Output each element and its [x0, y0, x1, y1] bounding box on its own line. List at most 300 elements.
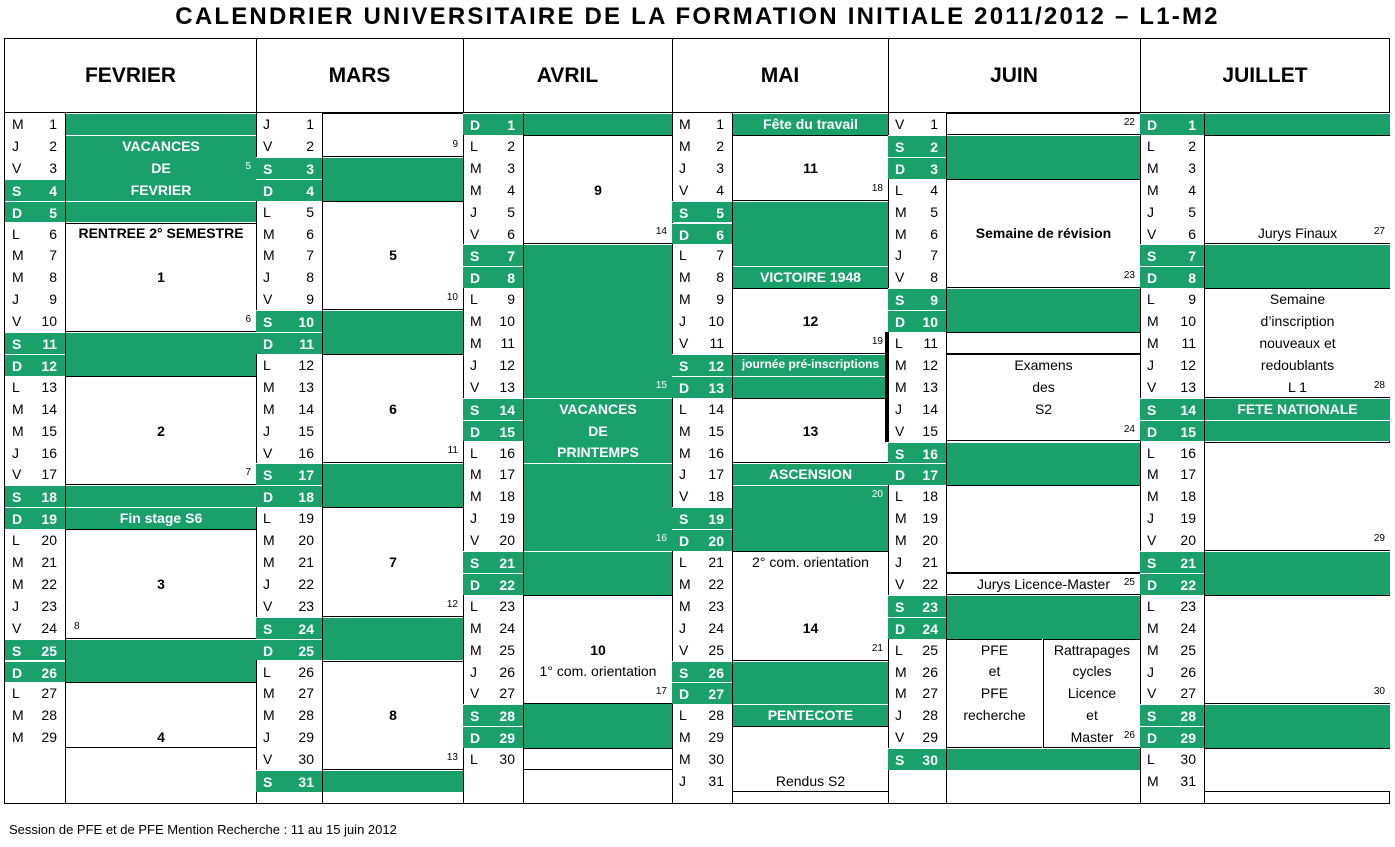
weekday-letter: L [895, 181, 903, 198]
weekday-letter: M [12, 400, 24, 417]
week-number: 28 [1373, 379, 1385, 391]
day-number: 2 [49, 137, 57, 154]
info-block [323, 201, 463, 311]
weekday-letter: L [470, 444, 478, 461]
day-number: 11 [709, 335, 724, 351]
day-row [672, 179, 732, 201]
day-number: 10 [298, 314, 314, 331]
day-number: 23 [298, 597, 314, 614]
day-number: 14 [298, 400, 314, 417]
weekday-letter: M [263, 532, 275, 549]
weekday-letter: D [895, 467, 906, 484]
weekday-letter: J [470, 203, 477, 220]
weekday-letter: D [895, 620, 906, 637]
weekday-letter: S [895, 138, 905, 155]
day-row [5, 726, 65, 748]
day-number: 13 [922, 378, 938, 395]
day-number: 23 [499, 597, 515, 614]
weekday-letter: L [679, 707, 687, 724]
day-number: 12 [708, 357, 724, 374]
day-row [463, 661, 523, 683]
info-text: 7 [389, 553, 397, 570]
day-number: 25 [1180, 641, 1196, 658]
day-number: 2 [306, 137, 314, 154]
weekday-letter: V [263, 291, 273, 308]
weekday-letter: D [263, 489, 274, 506]
day-row [672, 354, 732, 376]
day-number: 29 [1180, 730, 1196, 747]
info-block [323, 310, 463, 354]
day-row [463, 726, 523, 748]
day-number: 21 [298, 554, 314, 570]
day-row [1140, 595, 1204, 617]
day-number: 10 [499, 313, 515, 330]
info-text: 2 [157, 422, 165, 439]
day-row [463, 398, 523, 420]
weekday-letter: M [12, 575, 24, 592]
weekday-letter: J [263, 269, 270, 286]
day-row [888, 288, 946, 310]
weekday-letter: M [895, 378, 907, 395]
info-text: et [988, 663, 1001, 680]
weekday-letter: M [679, 116, 691, 132]
weekday-letter: V [470, 685, 480, 702]
weekday-letter: S [679, 204, 689, 221]
day-number: 25 [708, 641, 724, 658]
weekday-letter: M [470, 335, 482, 351]
weekday-letter: M [1147, 641, 1159, 658]
day-number: 26 [41, 664, 57, 681]
day-row [1140, 507, 1204, 529]
weekday-letter: D [1147, 730, 1158, 747]
day-number: 29 [499, 730, 515, 747]
weekday-letter: S [12, 489, 22, 506]
weekday-letter: M [263, 685, 275, 702]
day-number: 17 [708, 466, 724, 483]
weekday-letter: M [12, 116, 24, 132]
weekday-letter: L [12, 225, 20, 242]
info-text: DE [588, 422, 608, 439]
day-row [672, 135, 732, 157]
weekday-letter: M [895, 203, 907, 220]
day-number: 23 [922, 598, 938, 615]
day-number: 28 [708, 707, 724, 724]
day-number: 29 [41, 729, 57, 746]
day-row [256, 420, 322, 442]
day-number: 15 [708, 422, 724, 439]
day-number: 8 [507, 270, 515, 287]
day-row [5, 332, 65, 354]
weekday-letter: V [12, 466, 22, 483]
day-number: 13 [499, 378, 515, 395]
day-number: 27 [41, 685, 57, 702]
day-row [1140, 726, 1204, 748]
weekday-letter: J [895, 707, 902, 724]
weekday-letter: D [470, 576, 481, 593]
info-block [947, 135, 1140, 179]
day-number: 27 [499, 685, 515, 702]
info-text: nouveaux et [1259, 334, 1336, 351]
day-number: 7 [930, 247, 938, 264]
day-row [5, 551, 65, 573]
day-number: 17 [1180, 466, 1196, 483]
weekday-letter: V [12, 159, 22, 176]
weekday-letter: M [470, 619, 482, 636]
day-number: 26 [708, 664, 724, 681]
day-number: 14 [499, 401, 515, 418]
info-block [947, 354, 1140, 442]
weekday-letter: L [470, 137, 478, 154]
day-row [5, 354, 65, 376]
day-number: 15 [499, 423, 515, 440]
weekday-letter: V [1147, 225, 1157, 242]
month-column-juillet [1140, 39, 1390, 804]
day-number: 8 [306, 269, 314, 286]
day-row [256, 463, 322, 485]
day-row [888, 157, 946, 179]
day-number: 20 [298, 532, 314, 549]
day-number: 11 [42, 336, 57, 352]
day-number: 13 [41, 378, 57, 395]
day-row [888, 748, 946, 770]
day-number: 12 [922, 356, 938, 373]
info-text: Rattrapages [1053, 641, 1131, 658]
info-block [947, 595, 1140, 639]
day-number: 1 [1188, 117, 1196, 133]
weekday-letter: M [895, 532, 907, 549]
weekday-letter: L [679, 400, 687, 417]
info-block [66, 682, 256, 748]
info-block [1205, 595, 1390, 705]
day-row [1140, 485, 1204, 507]
day-row [672, 704, 732, 726]
info-block [66, 113, 256, 135]
day-number: 22 [298, 575, 314, 592]
day-number: 26 [922, 663, 938, 680]
day-number: 29 [708, 729, 724, 746]
weekday-letter: L [1147, 291, 1155, 308]
weekday-letter: V [470, 225, 480, 242]
weekday-letter: M [679, 729, 691, 746]
weekday-letter: D [12, 357, 23, 374]
info-block [1043, 639, 1140, 749]
day-number: 25 [41, 642, 57, 659]
weekday-letter: M [470, 488, 482, 505]
day-number: 10 [708, 313, 724, 330]
day-number: 2 [507, 137, 515, 154]
day-row [1140, 551, 1204, 573]
info-text: Semaine de révision [975, 225, 1112, 242]
day-row [5, 595, 65, 617]
info-text: Jurys Finaux [1257, 225, 1338, 242]
day-number: 14 [1180, 401, 1196, 418]
weekday-letter: S [895, 445, 905, 462]
info-block [524, 463, 672, 551]
week-number: 26 [1123, 730, 1135, 742]
day-number: 28 [922, 707, 938, 724]
day-number: 2 [716, 137, 724, 154]
day-number: 8 [49, 269, 57, 286]
info-text: 12 [802, 313, 819, 330]
day-number: 19 [1180, 510, 1196, 527]
info-block [1205, 288, 1390, 398]
weekday-letter: D [12, 511, 23, 528]
weekday-letter: M [263, 707, 275, 724]
weekday-letter: M [1147, 773, 1159, 789]
weekday-letter: V [679, 641, 689, 658]
weekday-letter: M [12, 247, 24, 264]
day-number: 19 [708, 511, 724, 528]
weekday-letter: S [1147, 401, 1157, 418]
day-row [463, 463, 523, 485]
day-row [463, 244, 523, 266]
week-number: 19 [871, 335, 883, 347]
weekday-letter: D [1147, 270, 1158, 287]
info-block [733, 485, 888, 551]
day-number: 9 [716, 291, 724, 308]
day-number: 1 [716, 116, 724, 132]
info-block [733, 551, 888, 661]
day-row [888, 244, 946, 266]
day-row [1140, 157, 1204, 179]
day-row [672, 639, 732, 661]
weekday-letter: S [895, 292, 905, 309]
weekday-letter: L [263, 203, 271, 220]
day-number: 11 [1181, 335, 1196, 351]
day-row [5, 398, 65, 420]
day-row [256, 748, 322, 770]
weekday-letter: S [12, 182, 22, 199]
day-row [672, 682, 732, 704]
week-number: 11 [447, 445, 458, 457]
weekday-letter: V [470, 532, 480, 549]
weekday-letter: M [679, 751, 691, 768]
weekday-letter: J [263, 422, 270, 439]
info-block [733, 376, 888, 398]
day-number: 24 [298, 620, 314, 637]
info-block [66, 485, 256, 507]
day-row [5, 573, 65, 595]
day-row [888, 223, 946, 245]
weekday-letter: S [263, 467, 273, 484]
day-row [463, 442, 523, 464]
weekday-letter: V [679, 335, 689, 351]
day-number: 20 [41, 532, 57, 549]
day-row [672, 376, 732, 398]
weekday-letter: D [263, 642, 274, 659]
day-number: 25 [298, 642, 314, 659]
weekday-letter: S [895, 752, 905, 769]
day-row [256, 529, 322, 551]
day-row [256, 661, 322, 683]
day-number: 16 [41, 444, 57, 461]
weekday-letter: J [895, 247, 902, 264]
day-row [888, 332, 946, 354]
day-number: 17 [922, 467, 938, 484]
day-number: 20 [499, 532, 515, 549]
weekday-letter: S [12, 642, 22, 659]
day-row [463, 288, 523, 310]
info-text: 11 [803, 159, 818, 176]
info-block [733, 113, 888, 135]
weekday-letter: D [895, 314, 906, 331]
weekday-letter: M [12, 269, 24, 286]
day-number: 15 [1180, 423, 1196, 440]
month-header: JUILLET [1140, 39, 1390, 113]
day-number: 16 [708, 444, 724, 461]
info-text: recherche [963, 707, 1026, 724]
day-row [5, 529, 65, 551]
weekday-letter: D [679, 226, 690, 243]
weekday-letter: M [895, 356, 907, 373]
day-row [1140, 420, 1204, 442]
day-number: 23 [1180, 597, 1196, 614]
weekday-letter: V [895, 116, 905, 132]
weekday-letter: L [470, 597, 478, 614]
weekday-letter: D [12, 204, 23, 221]
day-row [1140, 376, 1204, 398]
day-row [1140, 442, 1204, 464]
day-number: 3 [49, 159, 57, 176]
weekday-letter: M [12, 729, 24, 746]
info-text: 1 [157, 269, 165, 286]
day-row [1140, 639, 1204, 661]
day-row [888, 310, 946, 332]
info-block [947, 485, 1140, 573]
day-row [5, 310, 65, 332]
day-number: 15 [922, 422, 938, 439]
day-number: 28 [41, 707, 57, 724]
day-row [1140, 310, 1204, 332]
day-row [463, 354, 523, 376]
day-row [463, 332, 523, 354]
info-text: ASCENSION [768, 466, 853, 483]
week-number: 25 [1123, 576, 1135, 588]
day-number: 20 [1180, 532, 1196, 549]
day-number: 7 [507, 248, 515, 265]
day-number: 23 [708, 597, 724, 614]
info-text: PENTECOTE [767, 707, 854, 724]
weekday-letter: V [679, 181, 689, 198]
weekday-letter: D [470, 730, 481, 747]
weekday-letter: V [263, 597, 273, 614]
day-number: 14 [922, 400, 938, 417]
day-number: 5 [716, 204, 724, 221]
day-number: 24 [499, 619, 515, 636]
day-number: 20 [922, 532, 938, 549]
day-row [888, 661, 946, 683]
weekday-letter: V [895, 269, 905, 286]
day-row [256, 179, 322, 201]
day-row [1140, 332, 1204, 354]
day-row [888, 179, 946, 201]
day-row [672, 223, 732, 245]
info-text: PFE [980, 641, 1009, 658]
weekday-letter: J [470, 663, 477, 680]
weekday-letter: M [1147, 159, 1159, 176]
info-block [524, 135, 672, 245]
calendar-grid [4, 38, 1390, 804]
info-block [323, 354, 463, 464]
day-row [888, 201, 946, 223]
day-number: 18 [708, 488, 724, 505]
weekday-letter: L [263, 356, 271, 373]
day-row [888, 354, 946, 376]
day-row [888, 639, 946, 661]
weekday-letter: M [263, 554, 275, 570]
day-number: 21 [41, 554, 57, 570]
month-header: FEVRIER [5, 39, 256, 113]
weekday-letter: J [1147, 203, 1154, 220]
day-row [463, 551, 523, 573]
info-text: RENTREE 2° SEMESTRE [78, 225, 244, 242]
day-number: 30 [708, 751, 724, 768]
day-number: 31 [298, 774, 314, 790]
month-column-mai [672, 39, 888, 804]
info-text: Rendus S2 [775, 772, 846, 789]
weekday-letter: J [1147, 663, 1154, 680]
week-number: 9 [452, 138, 458, 150]
month-column-juin [888, 39, 1140, 804]
day-row [256, 485, 322, 507]
day-row [672, 529, 732, 551]
day-row [1140, 266, 1204, 288]
weekday-letter: J [12, 444, 19, 461]
month-column-fevrier [5, 39, 256, 804]
week-number: 27 [1373, 226, 1385, 238]
info-text: Fin stage S6 [119, 510, 203, 527]
day-row [888, 485, 946, 507]
month-header: JUIN [888, 39, 1140, 113]
day-number: 11 [500, 335, 515, 351]
day-number: 30 [922, 752, 938, 769]
day-row [463, 507, 523, 529]
day-row [1140, 354, 1204, 376]
day-row [1140, 223, 1204, 245]
day-row [1140, 704, 1204, 726]
info-block [1205, 704, 1390, 748]
day-row [888, 442, 946, 464]
day-number: 15 [41, 422, 57, 439]
weekday-letter: M [12, 707, 24, 724]
day-number: 28 [499, 708, 515, 725]
day-number: 21 [708, 554, 724, 570]
day-number: 26 [499, 663, 515, 680]
info-block [323, 661, 463, 771]
weekday-letter: L [12, 685, 20, 702]
day-number: 22 [1180, 576, 1196, 593]
day-row [888, 551, 946, 573]
day-row [463, 485, 523, 507]
day-number: 17 [499, 466, 515, 483]
info-block [947, 573, 1140, 595]
info-block [66, 507, 256, 529]
day-row [672, 288, 732, 310]
day-number: 18 [41, 489, 57, 506]
day-row [888, 398, 946, 420]
info-block [323, 463, 463, 507]
day-row [5, 507, 65, 529]
info-block [323, 507, 463, 617]
day-number: 15 [298, 422, 314, 439]
weekday-letter: S [470, 555, 480, 571]
day-row [463, 157, 523, 179]
weekday-letter: D [470, 423, 481, 440]
info-text: 6 [389, 400, 397, 417]
day-number: 8 [716, 269, 724, 286]
info-text: Semaine [1269, 291, 1326, 308]
weekday-letter: D [679, 686, 690, 703]
